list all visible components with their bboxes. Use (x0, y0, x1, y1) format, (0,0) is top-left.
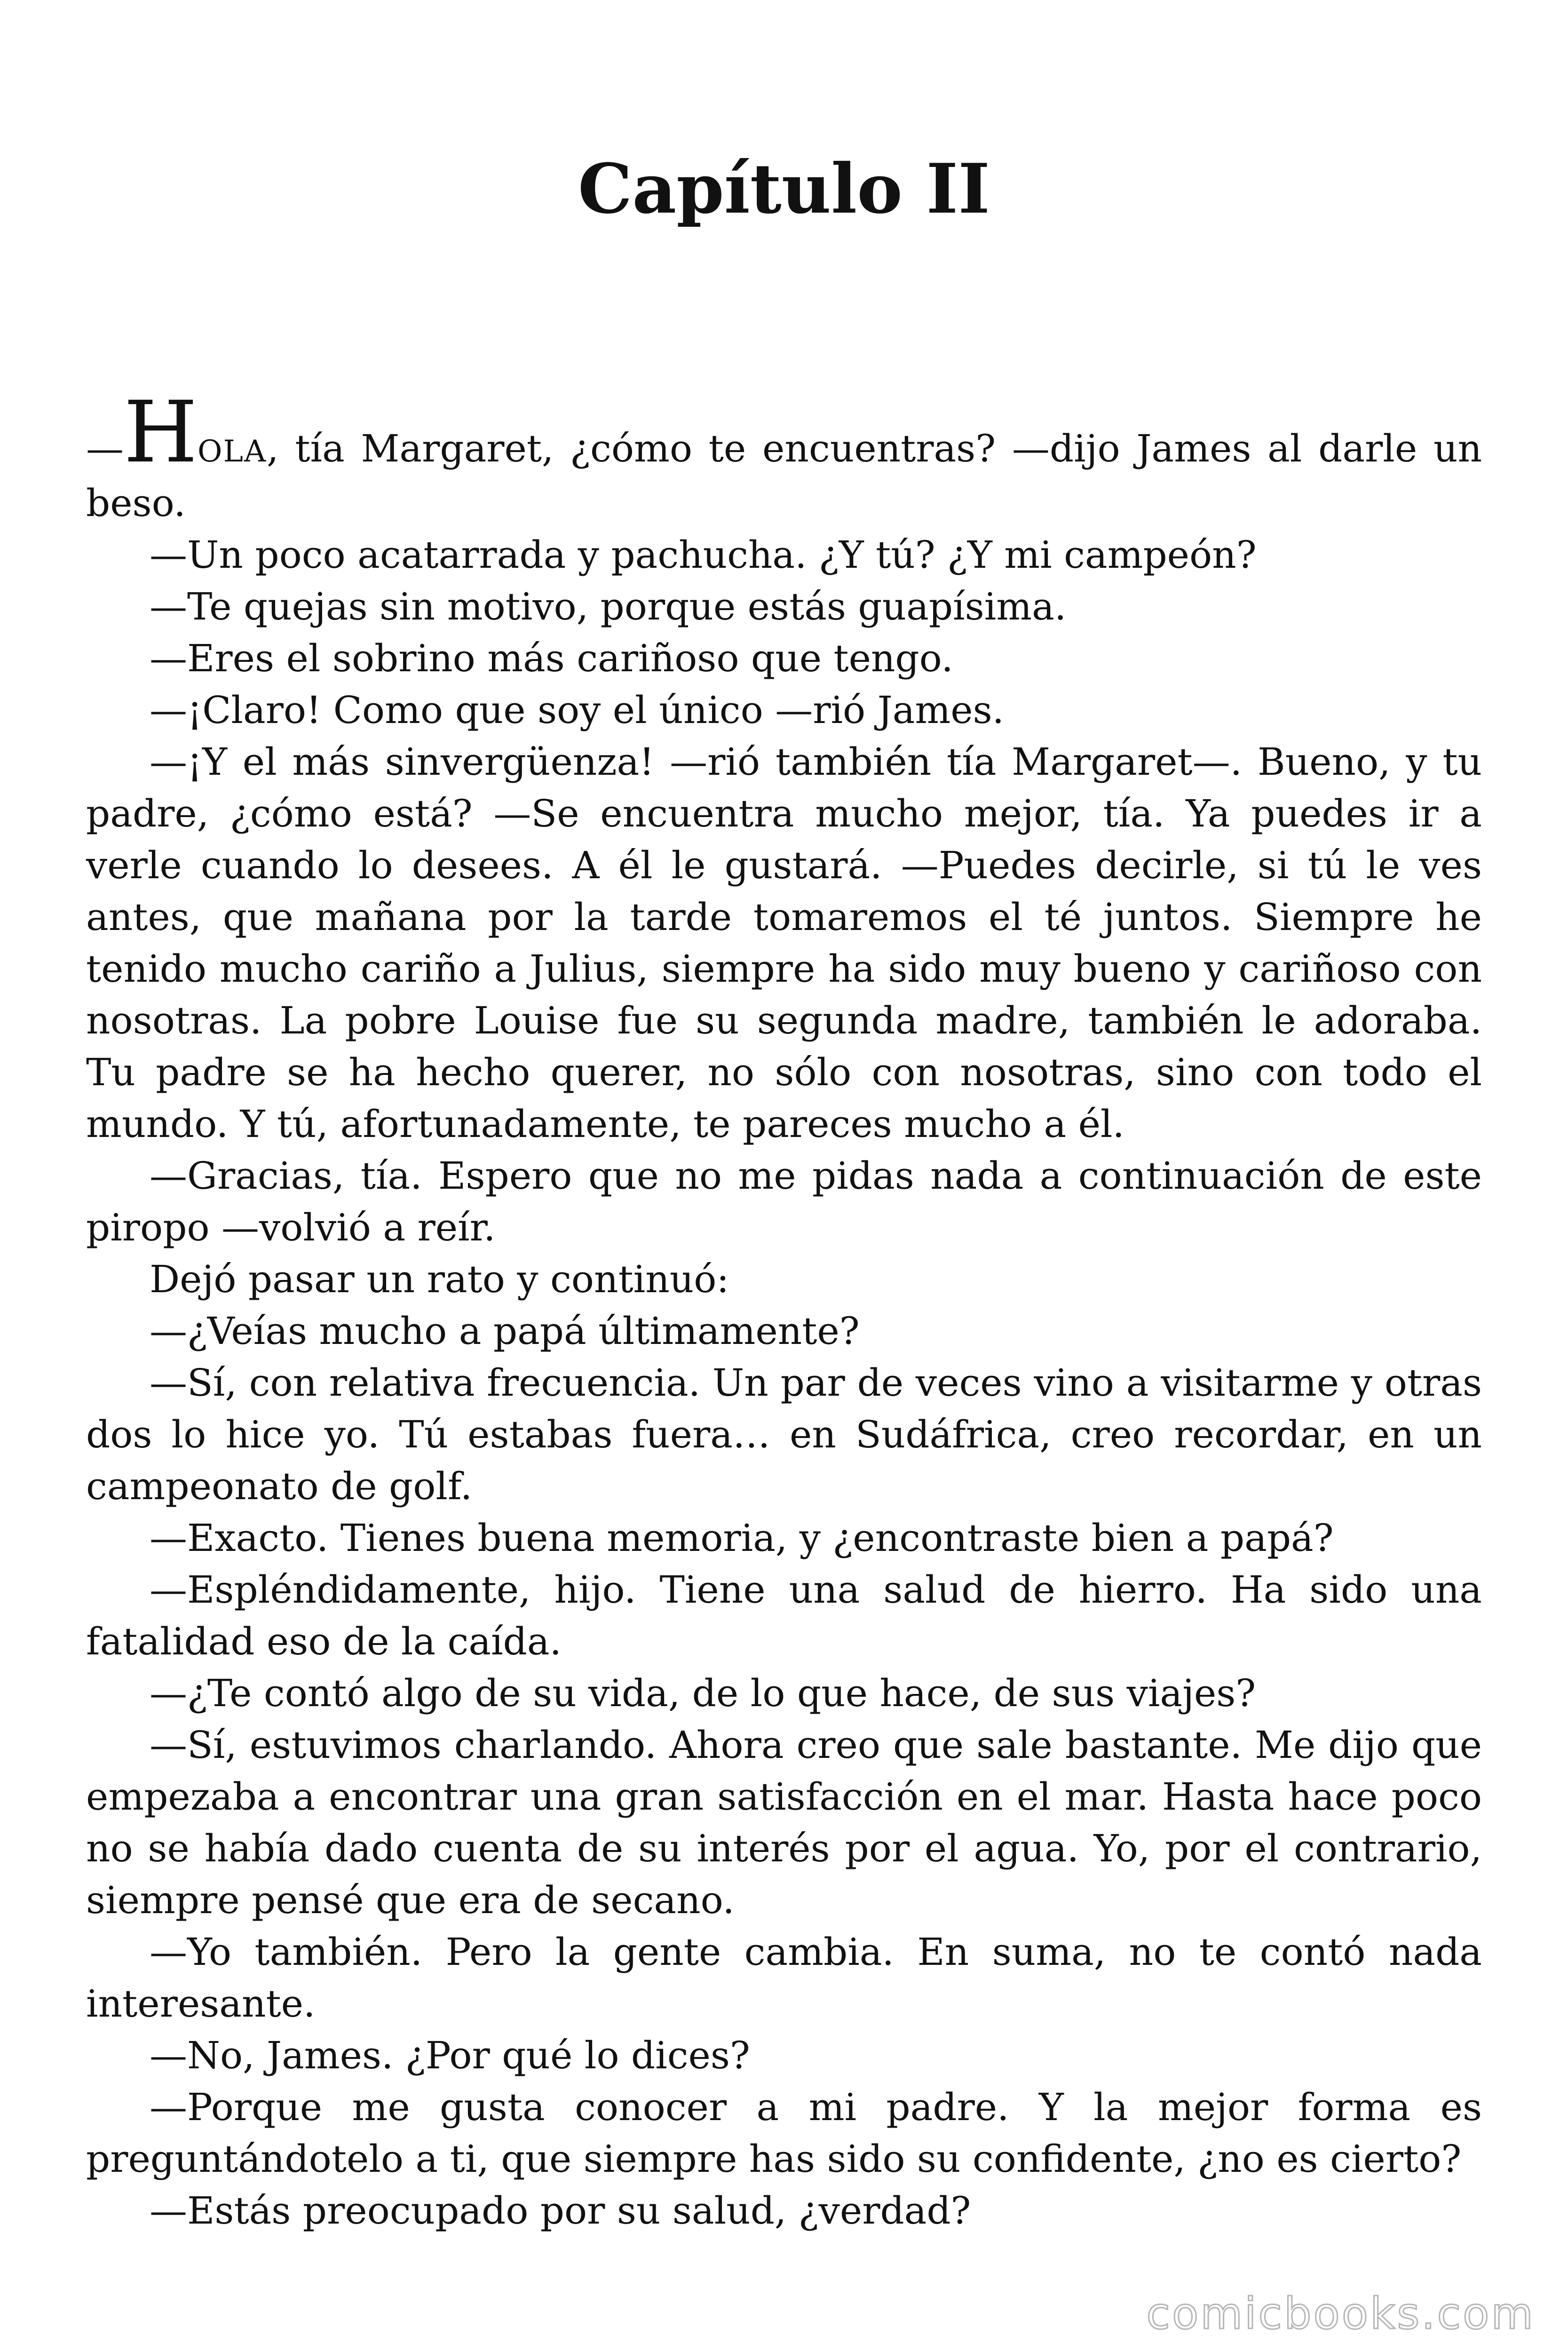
paragraph: —Eres el sobrino más cariñoso que tengo. (150, 636, 953, 680)
chapter-title: Capítulo II (578, 149, 990, 229)
opening-smallcaps: OLA (197, 434, 267, 469)
opening-rest: , tía Margaret, ¿cómo te encuentras? —dijo James al darle un beso. (86, 427, 1482, 525)
drop-cap: H (124, 383, 198, 482)
paragraph: —¿Veías mucho a papá últimamente? (150, 1309, 860, 1353)
paragraph: —Te quejas sin motivo, porque estás guapísima. (150, 585, 1067, 628)
paragraph: —No, James. ¿Por qué lo dices? (150, 2034, 750, 2077)
paragraph: —Sí, estuvimos charlando. Ahora creo que sale bastante. Me dijo que empezaba a encontrar una gran satisfacción en el mar. Hasta hace poco no se había dado cuenta de su interés por el agua. Yo, por el contrario, siempre pensé que era de secano. (86, 1723, 1482, 1922)
paragraph: —Un poco acatarrada y pachucha. ¿Y tú? ¿Y mi campeón? (150, 533, 1257, 577)
paragraph: —Yo también. Pero la gente cambia. En suma, no te contó nada interesante. (86, 1930, 1482, 2026)
paragraph: —Estás preocupado por su salud, ¿verdad? (150, 2189, 971, 2233)
paragraph: —Sí, con relativa frecuencia. Un par de veces vino a visitarme y otras dos lo hice yo. Tú estabas fuera… en Sudáfrica, creo recordar, en un campeonato de golf. (86, 1361, 1482, 1508)
paragraph: —¿Te contó algo de su vida, de lo que hace, de sus viajes? (150, 1671, 1256, 1715)
paragraph: —Gracias, tía. Espero que no me pidas nada a continuación de este piropo —volvió a reír. (86, 1154, 1482, 1249)
paragraph: —Exacto. Tienes buena memoria, y ¿encontraste bien a papá? (150, 1516, 1334, 1560)
opening-paragraph (86, 383, 1482, 529)
chapter-body (86, 383, 1482, 2237)
paragraph: —¡Y el más sinvergüenza! —rió también tía Margaret—. Bueno, y tu padre, ¿cómo está? —Se encuentra mucho mejor, tía. Ya puedes ir a verle cuando lo desees. A él le gustará. —Puedes decirle, si tú le ves antes, que mañana por la tarde tomaremos el té juntos. Siempre he tenido mucho cariño a Julius, siempre ha sido muy bueno y cariñoso con nosotras. La pobre Louise fue su segunda madre, también le adoraba. Tu padre se ha hecho querer, no sólo con nosotras, sino con todo el mundo. Y tú, afortunadamente, te pareces mucho a él. (86, 740, 1482, 1146)
paragraph: —¡Claro! Como que soy el único —rió James. (150, 688, 1005, 732)
watermark: comicbooks.com (1146, 2288, 1535, 2339)
paragraph: Dejó pasar un rato y continuó: (150, 1257, 729, 1301)
opening-dash: — (86, 427, 124, 470)
paragraph: —Porque me gusta conocer a mi padre. Y la mejor forma es preguntándotelo a ti, que siempre has sido su confidente, ¿no es cierto? (86, 2085, 1482, 2181)
paragraph: —Espléndidamente, hijo. Tiene una salud de hierro. Ha sido una fatalidad eso de la caída. (86, 1568, 1482, 1663)
